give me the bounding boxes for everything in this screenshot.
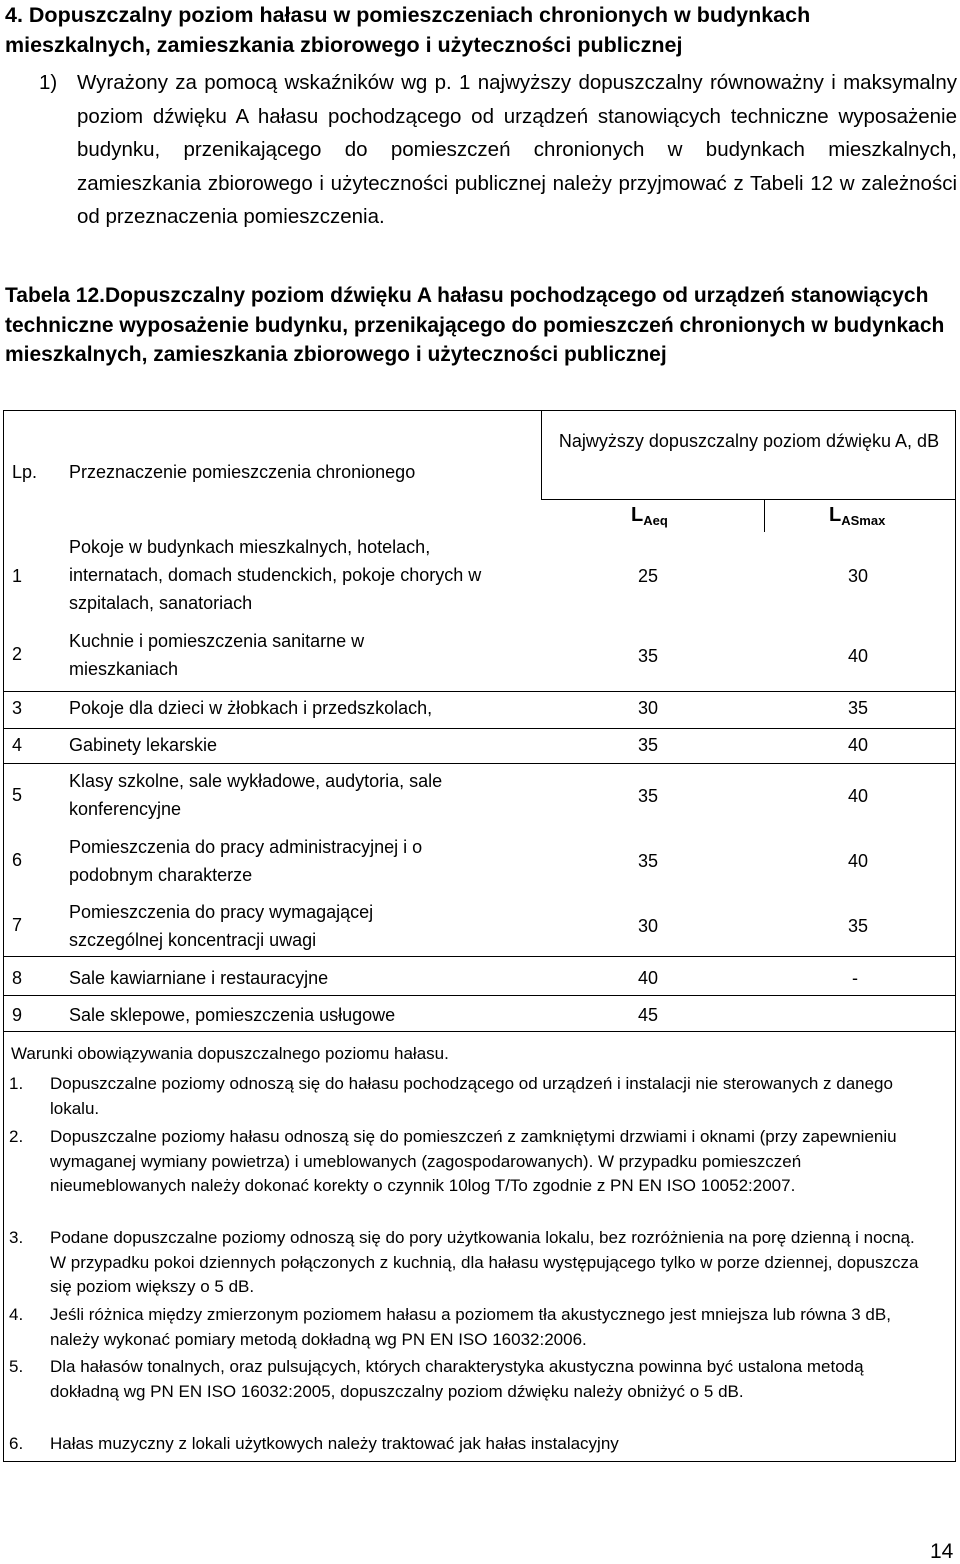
row-1-lasmax: 30: [848, 566, 869, 586]
intro-number: 1): [39, 71, 58, 94]
header-laeq: $L_{Aeq}$: [631, 504, 668, 528]
condition-3: 3. Podane dopuszczalne poziomy odnoszą się do pory użytkowania lokalu, bez rozróżnienia na porę dzienną i nocną. W przypadku pokoi dziennych połączonych z kuchnią, dla hałasu występującego tylko w porze dziennej, dopuszcza się poziom większy o 5 dB.: [9, 1228, 919, 1296]
row-4-laeq: 35: [638, 735, 659, 755]
conditions-title: Warunki obowiązywania dopuszczalnego poziomu hałasu.: [11, 1044, 449, 1063]
condition-1: 1. Dopuszczalne poziomy odnoszą się do hałasu pochodzącego od urządzeń i instalacji nie sterowanych z danego lokalu.: [9, 1074, 893, 1118]
row-7-lasmax: 35: [848, 916, 869, 936]
row-4-lp: 4: [12, 735, 23, 755]
row-6-lasmax: 40: [848, 851, 869, 871]
row-8-laeq: 40: [638, 968, 659, 988]
condition-6: 6. Hałas muzyczny z lokali użytkowych należy traktować jak hałas instalacyjny: [9, 1434, 619, 1453]
row-3-lp: 3: [12, 698, 23, 718]
row-2-lasmax: 40: [848, 646, 869, 666]
row-2-laeq: 35: [638, 646, 659, 666]
row-6-laeq: 35: [638, 851, 659, 871]
condition-5: 5. Dla hałasów tonalnych, oraz pulsujących, których charakterystyka akustyczna powinna być ustalona metodą dokładną wg PN EN ISO 16032:2005, dopuszczalny poziom dźwięku należy obniżyć o 5 dB.: [9, 1357, 864, 1401]
row-6-lp: 6: [12, 850, 23, 870]
row-7-laeq: 30: [638, 916, 659, 936]
row-1-laeq: 25: [638, 566, 659, 586]
header-lp: Lp.: [12, 462, 38, 482]
row-3-laeq: 30: [638, 698, 659, 718]
row-7-lp: 7: [12, 915, 23, 935]
row-3-purpose: Pokoje dla dzieci w żłobkach i przedszkolach,: [69, 698, 433, 718]
page-number: 14: [930, 1540, 954, 1563]
section-heading: 4. Dopuszczalny poziom hałasu w pomieszczeniach chronionych w budynkach mieszkalnych, zamieszkania zbiorowego i użyteczności publicznej: [5, 3, 811, 57]
row-8-lasmax: -: [852, 968, 858, 988]
row-8-lp: 8: [12, 968, 23, 988]
row-1-lp: 1: [12, 566, 23, 586]
row-2-purpose: Kuchnie i pomieszczenia sanitarne w mieszkaniach: [69, 631, 365, 679]
intro-paragraph: [39, 66, 957, 234]
row-5-purpose: Klasy szkolne, sale wykładowe, audytoria, sale konferencyjne: [69, 771, 443, 819]
row-7-purpose: Pomieszczenia do pracy wymagającej szczególnej koncentracji uwagi: [69, 902, 374, 950]
header-level: Najwyższy dopuszczalny poziom dźwięku A, dB: [558, 431, 940, 451]
row-5-lp: 5: [12, 785, 23, 805]
row-1-purpose: Pokoje w budynkach mieszkalnych, hotelach, internatach, domach studenckich, pokoje chorych w szpitalach, sanatoriach: [69, 537, 482, 613]
row-8-purpose: Sale kawiarniane i restauracyjne: [69, 968, 329, 988]
row-2-lp: 2: [12, 644, 23, 664]
condition-2: 2. Dopuszczalne poziomy hałasu odnoszą się do pomieszczeń z zamkniętymi drzwiami i oknami (przy zapewnieniu wymaganej wymiany powietrza) i umeblowanych (zagospodarowanych). W przypadku pomieszczeń nieumeblowanych należy dokonać korekty o czynnik 10log T/To zgodnie z PN EN ISO 10052:2007.: [9, 1127, 897, 1195]
row-5-laeq: 35: [638, 786, 659, 806]
row-5-lasmax: 40: [848, 786, 869, 806]
row-4-purpose: Gabinety lekarskie: [69, 735, 218, 755]
row-3-lasmax: 35: [848, 698, 869, 718]
row-9-laeq: 45: [638, 1005, 659, 1025]
condition-4: 4. Jeśli różnica między zmierzonym poziomem hałasu a poziomem tła akustycznego jest mniejsza lub równa 3 dB, należy wykonać pomiary metodą dokładną wg PN EN ISO 16032:2006.: [9, 1305, 891, 1349]
table-title: Tabela 12.Dopuszczalny poziom dźwięku A hałasu pochodzącego od urządzeń stanowiących techniczne wyposażenie budynku, przenikającego do pomieszczeń chronionych w budynkach mieszkalnych, zamieszkania zbiorowego i użyteczności publicznej: [5, 284, 945, 366]
header-purpose: Przeznaczenie pomieszczenia chronionego: [69, 462, 416, 482]
row-4-lasmax: 40: [848, 735, 869, 755]
row-9-purpose: Sale sklepowe, pomieszczenia usługowe: [69, 1005, 396, 1025]
header-lasmax: $L_{ASmax}$: [829, 504, 886, 528]
intro-text: Wyrażony za pomocą wskaźników wg p. 1 najwyższy dopuszczalny równoważny i maksymalny poziom dźwięku A hałasu pochodzącego od urządzeń stanowiących techniczne wyposażenie budynku, przenikającego do pomieszczeń chronionych w budynkach mieszkalnych, zamieszkania zbiorowego i użyteczności publicznej należy przyjmować z Tabeli 12 w zależności od przeznaczenia pomieszczenia.: [77, 71, 957, 229]
row-6-purpose: Pomieszczenia do pracy administracyjnej i o podobnym charakterze: [69, 837, 423, 885]
row-9-lp: 9: [12, 1005, 23, 1025]
